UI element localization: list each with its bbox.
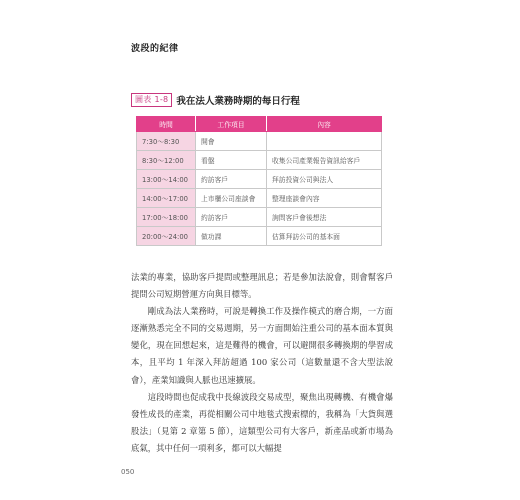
- item-cell: 開會: [196, 132, 267, 151]
- content-cell: 整理座談會內容: [267, 189, 382, 208]
- paragraph: 剛成為法人業務時，可說是轉換工作及操作模式的磨合期，一方面逐漸熟悉完全不同的交易週期，另一方面開始注重公司的基本面本質與變化，現在回想起來，這是難得的機會，可以避開很多轉換期的學習成本，且平均 1 年深入拜訪超過 100 家公司（這數量還不含大型法說會），產業知識與人脈也迅速擴展。: [131, 306, 393, 385]
- time-cell: 7:30～8:30: [137, 132, 196, 151]
- table-row: [137, 132, 382, 151]
- item-cell: 約訪客戶: [196, 170, 267, 189]
- table-row: [137, 151, 382, 170]
- page-number: 050: [121, 468, 135, 476]
- figure-tag: 圖表 1-8: [131, 93, 172, 107]
- time-cell: 17:00～18:00: [137, 208, 196, 227]
- content-cell: 收集公司產業報告資訊給客戶: [267, 151, 382, 170]
- content-cell: [267, 132, 382, 151]
- table-row: [137, 189, 382, 208]
- content-cell: 拜訪投資公司與法人: [267, 170, 382, 189]
- paragraph: 這段時間也促成我中長線波段交易成型，聚焦出現轉機、有機會爆發性成長的產業，再從相關公司中地毯式搜索標的，我稱為「大貨與選股法」（見第 2 章第 5 節），這類型公司有大客戶，新產品或新市場為底氣，其中任何一項利多，都可以大幅提: [131, 391, 393, 453]
- time-cell: 13:00～14:00: [137, 170, 196, 189]
- table-row: [137, 208, 382, 227]
- table-row: [137, 227, 382, 246]
- content-cell: 詢問客戶會後想法: [267, 208, 382, 227]
- time-cell: 14:00～17:00: [137, 189, 196, 208]
- header-item: 工作項目: [196, 117, 267, 132]
- paragraph: 法業的專業，協助客戶提問或整理訊息；若是參加法說會，則會幫客戶提問公司短期營運方向與目標等。: [131, 272, 393, 300]
- header-content: 內容: [267, 117, 382, 132]
- running-head: 波段的紀律: [131, 44, 179, 54]
- time-cell: 8:30～12:00: [137, 151, 196, 170]
- item-cell: 上市櫃公司座談會: [196, 189, 267, 208]
- schedule-table: [136, 116, 382, 246]
- body-text: [131, 269, 393, 457]
- figure-caption: [131, 93, 300, 107]
- time-cell: 20:00～24:00: [137, 227, 196, 246]
- item-cell: 約訪客戶: [196, 208, 267, 227]
- figure-title: 我在法人業務時期的每日行程: [176, 96, 300, 107]
- item-cell: 看盤: [196, 151, 267, 170]
- item-cell: 做功課: [196, 227, 267, 246]
- table-row: [137, 170, 382, 189]
- header-time: 時間: [137, 117, 196, 132]
- content-cell: 估算拜訪公司的基本面: [267, 227, 382, 246]
- table-header-row: [137, 117, 382, 132]
